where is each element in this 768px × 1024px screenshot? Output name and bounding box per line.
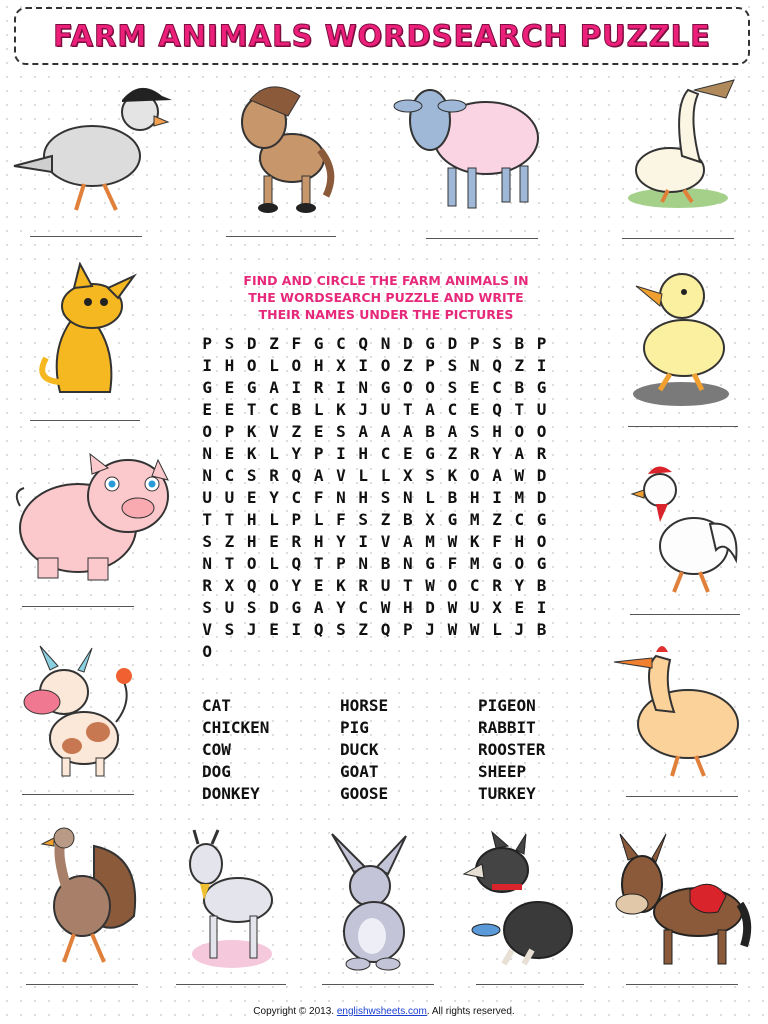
grid-letter[interactable]: Q — [313, 620, 324, 639]
grid-letter[interactable]: T — [246, 400, 257, 419]
grid-letter[interactable]: R — [469, 444, 480, 463]
grid-letter[interactable]: U — [202, 488, 212, 507]
word-item: CAT — [202, 696, 231, 715]
grid-letter[interactable]: L — [269, 356, 279, 375]
duck-icon — [626, 266, 736, 408]
grid-letter[interactable]: L — [380, 466, 391, 485]
grid-letter[interactable]: G — [536, 378, 547, 397]
grid-letter[interactable]: G — [492, 554, 502, 573]
grid-letter[interactable]: P — [536, 334, 547, 353]
grid-letter[interactable]: E — [224, 400, 235, 419]
answer-line[interactable] — [622, 238, 734, 239]
grid-letter[interactable]: S — [336, 620, 346, 639]
grid-letter[interactable]: P — [403, 620, 413, 639]
grid-letter[interactable]: H — [469, 488, 480, 507]
grid-letter[interactable]: O — [202, 422, 212, 441]
grid-letter[interactable]: C — [514, 510, 525, 529]
grid-letter[interactable]: Z — [269, 334, 279, 353]
grid-letter[interactable]: T — [403, 576, 413, 595]
grid-letter[interactable]: H — [313, 356, 324, 375]
grid-letter[interactable]: E — [313, 422, 324, 441]
grid-letter[interactable]: H — [246, 510, 257, 529]
grid-letter[interactable]: G — [246, 378, 257, 397]
grid-letter[interactable]: U — [380, 576, 391, 595]
grid-letter[interactable]: J — [425, 620, 435, 639]
grid-letter[interactable]: O — [291, 356, 302, 375]
grid-letter[interactable]: C — [336, 334, 346, 353]
grid-letter[interactable]: Q — [358, 334, 369, 353]
grid-letter[interactable]: P — [469, 334, 480, 353]
grid-letter[interactable]: H — [224, 356, 235, 375]
grid-letter[interactable]: A — [403, 422, 413, 441]
copyright-text: Copyright © 2013. — [253, 1006, 337, 1017]
grid-letter[interactable]: W — [447, 598, 458, 617]
grid-letter[interactable]: S — [425, 466, 435, 485]
grid-letter[interactable]: L — [425, 488, 435, 507]
grid-letter[interactable]: E — [269, 532, 279, 551]
grid-letter[interactable]: H — [514, 532, 525, 551]
instruction-line: THEIR NAMES UNDER THE PICTURES — [258, 307, 514, 322]
word-item: DONKEY — [202, 784, 260, 803]
grid-letter[interactable]: E — [403, 444, 413, 463]
grid-letter[interactable]: G — [202, 378, 212, 397]
grid-letter[interactable]: G — [313, 334, 324, 353]
grid-letter[interactable]: F — [492, 532, 502, 551]
grid-letter[interactable]: N — [202, 466, 212, 485]
grid-letter[interactable]: C — [447, 400, 458, 419]
grid-letter[interactable]: S — [358, 510, 369, 529]
word-item: GOAT — [340, 762, 379, 781]
grid-letter[interactable]: S — [492, 334, 502, 353]
grid-letter[interactable]: A — [447, 422, 458, 441]
answer-line[interactable] — [628, 426, 738, 427]
grid-letter[interactable]: K — [447, 466, 458, 485]
grid-letter[interactable]: O — [380, 356, 391, 375]
grid-letter[interactable]: N — [336, 488, 346, 507]
grid-letter[interactable]: Y — [336, 598, 346, 617]
grid-letter[interactable]: B — [536, 620, 547, 639]
grid-letter[interactable]: S — [469, 422, 480, 441]
grid-letter[interactable]: Y — [291, 576, 302, 595]
answer-line[interactable] — [30, 236, 142, 237]
grid-letter[interactable]: L — [269, 554, 279, 573]
grid-letter[interactable]: A — [403, 532, 413, 551]
rooster-icon — [630, 460, 740, 600]
grid-letter[interactable]: O — [202, 642, 212, 661]
grid-letter[interactable]: W — [514, 466, 525, 485]
grid-letter[interactable]: O — [269, 576, 279, 595]
rabbit-icon — [326, 832, 422, 972]
grid-letter[interactable]: S — [224, 334, 235, 353]
grid-letter[interactable]: C — [380, 444, 391, 463]
grid-letter[interactable]: D — [536, 466, 547, 485]
grid-letter[interactable]: U — [469, 598, 480, 617]
grid-letter[interactable]: A — [269, 378, 279, 397]
turkey-icon — [24, 826, 144, 968]
grid-letter[interactable]: C — [224, 466, 235, 485]
grid-letter[interactable]: V — [202, 620, 212, 639]
grid-letter[interactable]: G — [380, 378, 391, 397]
word-list — [202, 695, 582, 805]
grid-letter[interactable]: R — [536, 444, 547, 463]
grid-letter[interactable]: Z — [403, 356, 413, 375]
grid-letter[interactable]: H — [403, 598, 413, 617]
grid-letter[interactable]: Y — [336, 532, 346, 551]
grid-letter[interactable]: A — [380, 422, 391, 441]
grid-letter[interactable]: C — [269, 400, 279, 419]
grid-letter[interactable]: D — [403, 334, 413, 353]
grid-letter[interactable]: C — [358, 598, 369, 617]
grid-letter[interactable]: Z — [447, 444, 458, 463]
grid-letter[interactable]: P — [336, 554, 346, 573]
grid-letter[interactable]: U — [224, 598, 235, 617]
grid-letter[interactable]: I — [358, 356, 369, 375]
grid-letter[interactable]: S — [336, 422, 346, 441]
grid-letter[interactable]: I — [536, 598, 547, 617]
grid-letter[interactable]: T — [224, 510, 235, 529]
grid-letter[interactable]: Q — [492, 400, 502, 419]
word-column — [478, 695, 598, 805]
grid-letter[interactable]: Z — [224, 532, 235, 551]
grid-letter[interactable]: D — [269, 598, 279, 617]
grid-letter[interactable]: D — [536, 488, 547, 507]
grid-letter[interactable]: P — [313, 444, 324, 463]
grid-letter[interactable]: N — [403, 554, 413, 573]
grid-letter[interactable]: K — [336, 400, 346, 419]
chicken-icon — [612, 640, 748, 782]
grid-letter[interactable]: O — [425, 378, 435, 397]
grid-letter[interactable]: X — [224, 576, 235, 595]
grid-letter[interactable]: H — [246, 532, 257, 551]
word-item: RABBIT — [478, 718, 536, 737]
grid-letter[interactable]: M — [425, 532, 435, 551]
grid-letter[interactable]: Q — [246, 576, 257, 595]
grid-letter[interactable]: G — [447, 510, 458, 529]
grid-letter[interactable]: A — [358, 422, 369, 441]
grid-letter[interactable]: V — [380, 532, 391, 551]
grid-letter[interactable]: Y — [492, 444, 502, 463]
grid-letter[interactable]: S — [380, 488, 391, 507]
grid-letter[interactable]: U — [536, 400, 547, 419]
copyright-suffix: . All rights reserved. — [426, 1006, 515, 1017]
word-column — [202, 695, 340, 805]
grid-letter[interactable]: I — [291, 378, 302, 397]
grid-letter[interactable]: Z — [514, 356, 525, 375]
grid-letter[interactable]: Y — [269, 488, 279, 507]
grid-letter[interactable]: J — [514, 620, 525, 639]
grid-letter[interactable]: E — [224, 378, 235, 397]
grid-letter[interactable]: O — [469, 466, 480, 485]
grid-letter[interactable]: U — [224, 488, 235, 507]
grid-letter[interactable]: L — [269, 510, 279, 529]
grid-letter[interactable]: B — [514, 378, 525, 397]
grid-letter[interactable]: P — [425, 356, 435, 375]
grid-letter[interactable]: K — [469, 532, 480, 551]
grid-letter[interactable]: N — [469, 356, 480, 375]
grid-letter[interactable]: K — [336, 576, 346, 595]
grid-letter[interactable]: J — [246, 620, 257, 639]
grid-letter[interactable]: O — [514, 422, 525, 441]
grid-letter[interactable]: K — [246, 422, 257, 441]
grid-letter[interactable]: H — [358, 444, 369, 463]
grid-letter[interactable]: I — [202, 356, 212, 375]
grid-letter[interactable]: O — [536, 532, 547, 551]
grid-letter[interactable]: Q — [291, 466, 302, 485]
grid-letter[interactable]: P — [202, 334, 212, 353]
instruction-line: FIND AND CIRCLE THE FARM ANIMALS IN — [243, 273, 529, 288]
grid-letter[interactable]: H — [358, 488, 369, 507]
grid-letter[interactable]: O — [536, 422, 547, 441]
grid-letter[interactable]: N — [358, 378, 369, 397]
grid-letter[interactable]: E — [313, 576, 324, 595]
grid-letter[interactable]: H — [492, 422, 502, 441]
grid-letter[interactable]: L — [313, 510, 324, 529]
cow-icon — [20, 642, 144, 782]
answer-line[interactable] — [26, 984, 138, 985]
grid-letter[interactable]: N — [202, 444, 212, 463]
word-item: COW — [202, 740, 231, 759]
goose-icon — [622, 76, 742, 216]
grid-letter[interactable]: L — [269, 444, 279, 463]
page-title: FARM ANIMALS WORDSEARCH PUZZLE — [53, 19, 711, 53]
grid-letter[interactable]: O — [447, 576, 458, 595]
grid-letter[interactable]: I — [536, 356, 547, 375]
answer-line[interactable] — [626, 796, 738, 797]
grid-letter[interactable]: M — [469, 510, 480, 529]
grid-letter[interactable]: A — [313, 598, 324, 617]
grid-letter[interactable]: S — [246, 466, 257, 485]
instruction-line: THE WORDSEARCH PUZZLE AND WRITE — [248, 290, 524, 305]
grid-letter[interactable]: B — [514, 334, 525, 353]
title-banner — [14, 7, 750, 65]
grid-letter[interactable]: P — [224, 422, 235, 441]
grid-letter[interactable]: R — [291, 532, 302, 551]
sheep-icon — [386, 76, 546, 216]
grid-letter[interactable]: E — [269, 620, 279, 639]
word-item: PIGEON — [478, 696, 536, 715]
grid-letter[interactable]: G — [536, 554, 547, 573]
grid-letter[interactable]: R — [313, 378, 324, 397]
grid-letter[interactable]: Z — [492, 510, 502, 529]
grid-letter[interactable]: N — [403, 488, 413, 507]
grid-letter[interactable]: A — [492, 466, 502, 485]
grid-letter[interactable]: G — [425, 554, 435, 573]
grid-letter[interactable]: X — [425, 510, 435, 529]
grid-letter[interactable]: G — [536, 510, 547, 529]
grid-letter[interactable]: Z — [358, 620, 369, 639]
copyright-footer — [0, 1006, 768, 1017]
grid-letter[interactable]: W — [425, 576, 435, 595]
site-link[interactable]: englishwsheets.com — [336, 1006, 427, 1017]
grid-letter[interactable]: E — [469, 400, 480, 419]
grid-letter[interactable]: T — [202, 510, 212, 529]
grid-letter[interactable]: O — [514, 554, 525, 573]
grid-letter[interactable]: T — [514, 400, 525, 419]
grid-letter[interactable]: L — [313, 400, 324, 419]
horse-icon — [230, 76, 340, 214]
grid-letter[interactable]: H — [313, 532, 324, 551]
answer-line[interactable] — [626, 984, 738, 985]
pig-icon — [12, 446, 172, 588]
grid-letter[interactable]: B — [380, 554, 391, 573]
grid-letter[interactable]: I — [291, 620, 302, 639]
grid-letter[interactable]: K — [246, 444, 257, 463]
instructions — [196, 272, 576, 323]
grid-letter[interactable]: E — [224, 444, 235, 463]
dog-icon — [462, 830, 580, 972]
word-item: CHICKEN — [202, 718, 270, 737]
cat-icon — [30, 262, 140, 402]
grid-letter[interactable]: Q — [291, 554, 302, 573]
grid-letter[interactable]: T — [313, 554, 324, 573]
grid-letter[interactable]: Z — [291, 422, 302, 441]
answer-line[interactable] — [426, 238, 538, 239]
grid-letter[interactable]: E — [469, 378, 480, 397]
grid-letter[interactable]: Z — [380, 510, 391, 529]
grid-letter[interactable]: N — [380, 334, 391, 353]
word-item: DUCK — [340, 740, 379, 759]
grid-letter[interactable]: T — [224, 554, 235, 573]
word-item: TURKEY — [478, 784, 536, 803]
grid-letter[interactable]: M — [514, 488, 525, 507]
grid-letter[interactable]: B — [447, 488, 458, 507]
word-item: ROOSTER — [478, 740, 546, 759]
grid-letter[interactable]: C — [469, 576, 480, 595]
grid-letter[interactable]: L — [358, 466, 369, 485]
grid-letter[interactable]: D — [425, 598, 435, 617]
word-item: DOG — [202, 762, 231, 781]
grid-letter[interactable]: A — [313, 466, 324, 485]
grid-letter[interactable]: W — [469, 620, 480, 639]
grid-letter[interactable]: I — [336, 378, 346, 397]
grid-letter[interactable]: W — [380, 598, 391, 617]
grid-letter[interactable]: J — [358, 400, 369, 419]
grid-letter[interactable]: W — [447, 532, 458, 551]
grid-letter[interactable]: V — [336, 466, 346, 485]
grid-letter[interactable]: B — [403, 510, 413, 529]
grid-letter[interactable]: S — [447, 356, 458, 375]
grid-letter[interactable]: C — [492, 378, 502, 397]
grid-letter[interactable]: S — [202, 598, 212, 617]
grid-letter[interactable]: N — [358, 554, 369, 573]
grid-letter[interactable]: E — [202, 400, 212, 419]
grid-letter[interactable]: S — [246, 598, 257, 617]
grid-letter[interactable]: S — [447, 378, 458, 397]
grid-letter[interactable]: O — [246, 356, 257, 375]
grid-letter[interactable]: N — [202, 554, 212, 573]
grid-letter[interactable]: Y — [514, 576, 525, 595]
grid-letter[interactable]: B — [536, 576, 547, 595]
grid-letter[interactable]: R — [269, 466, 279, 485]
pigeon-icon — [12, 76, 172, 218]
grid-letter[interactable]: O — [246, 554, 257, 573]
grid-letter[interactable]: B — [291, 400, 302, 419]
grid-letter[interactable]: R — [202, 576, 212, 595]
grid-letter[interactable]: G — [425, 444, 435, 463]
grid-letter[interactable]: B — [425, 422, 435, 441]
grid-letter[interactable]: G — [291, 598, 302, 617]
grid-letter[interactable]: C — [291, 488, 302, 507]
word-item: SHEEP — [478, 762, 527, 781]
grid-letter[interactable]: S — [202, 532, 212, 551]
goat-icon — [180, 828, 280, 970]
word-item: PIG — [340, 718, 369, 737]
answer-line[interactable] — [30, 420, 140, 421]
grid-letter[interactable]: D — [447, 334, 458, 353]
grid-letter[interactable]: Q — [380, 620, 391, 639]
grid-letter[interactable]: G — [425, 334, 435, 353]
grid-letter[interactable]: X — [492, 598, 502, 617]
answer-line[interactable] — [226, 236, 336, 237]
grid-letter[interactable]: R — [492, 576, 502, 595]
grid-letter[interactable]: F — [336, 510, 346, 529]
grid-letter[interactable]: W — [447, 620, 458, 639]
grid-letter[interactable]: E — [514, 598, 525, 617]
grid-letter[interactable]: F — [291, 334, 302, 353]
grid-letter[interactable]: F — [313, 488, 324, 507]
grid-letter[interactable]: X — [403, 466, 413, 485]
grid-letter[interactable]: P — [291, 510, 302, 529]
grid-letter[interactable]: R — [358, 576, 369, 595]
grid-letter[interactable]: O — [403, 378, 413, 397]
grid-letter[interactable]: L — [492, 620, 502, 639]
grid-letter[interactable]: D — [246, 334, 257, 353]
grid-letter[interactable]: X — [336, 356, 346, 375]
word-column — [340, 695, 478, 805]
grid-letter[interactable]: U — [380, 400, 391, 419]
grid-letter[interactable]: Y — [291, 444, 302, 463]
donkey-icon — [608, 832, 752, 972]
grid-letter[interactable]: F — [447, 554, 458, 573]
word-item: GOOSE — [340, 784, 389, 803]
answer-line[interactable] — [630, 614, 740, 615]
answer-line[interactable] — [22, 794, 134, 795]
word-item: HORSE — [340, 696, 389, 715]
grid-letter[interactable]: I — [492, 488, 502, 507]
grid-letter[interactable]: T — [403, 400, 413, 419]
answer-line[interactable] — [176, 984, 286, 985]
answer-line[interactable] — [22, 606, 134, 607]
grid-letter[interactable]: A — [514, 444, 525, 463]
grid-letter[interactable]: Q — [492, 356, 502, 375]
grid-letter[interactable]: I — [336, 444, 346, 463]
wordsearch-grid[interactable] — [196, 334, 553, 664]
grid-letter[interactable]: S — [224, 620, 235, 639]
grid-letter[interactable]: I — [358, 532, 369, 551]
grid-letter[interactable]: E — [246, 488, 257, 507]
answer-line[interactable] — [476, 984, 584, 985]
answer-line[interactable] — [322, 984, 434, 985]
grid-letter[interactable]: M — [469, 554, 480, 573]
grid-letter[interactable]: V — [269, 422, 279, 441]
grid-letter[interactable]: A — [425, 400, 435, 419]
